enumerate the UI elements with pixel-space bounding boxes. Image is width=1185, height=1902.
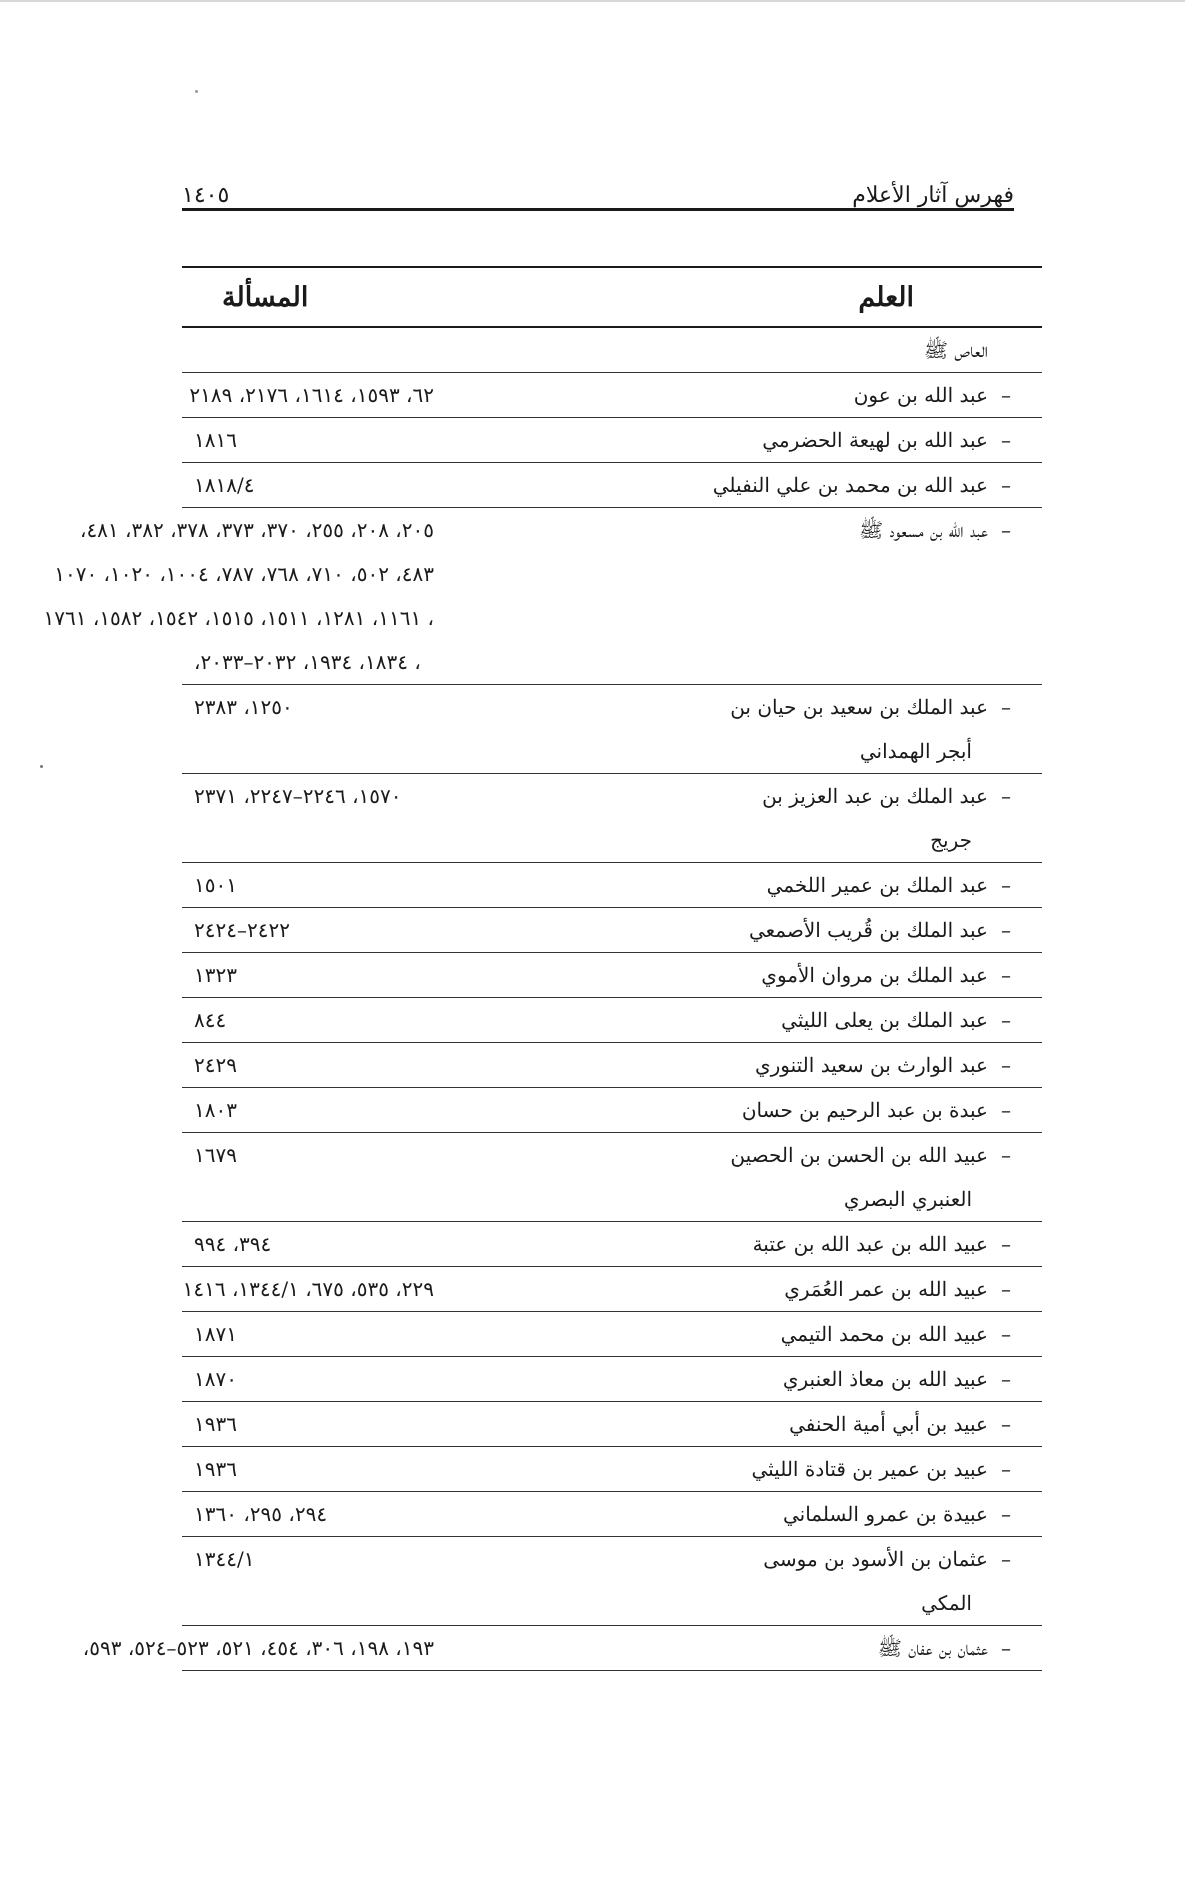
entry-dash: – — [1001, 1322, 1011, 1346]
person-name: عبيد الله بن عبد الله بن عتبة — [752, 1232, 988, 1256]
person-name: عثمان بن الأسود بن موسى — [763, 1547, 988, 1571]
person-name: عبيد الله بن الحسن بن الحصين — [730, 1143, 988, 1167]
entry-dash: – — [1001, 1636, 1011, 1660]
name-cell — [434, 327, 1042, 373]
name-line — [434, 685, 1024, 729]
reference-cell — [182, 1312, 434, 1357]
reference-cell — [182, 908, 434, 953]
reference-cell — [182, 418, 434, 463]
name-line — [434, 1267, 1024, 1311]
person-name: عبد الله بن محمد بن علي النفيلي — [712, 473, 988, 497]
table-row — [182, 463, 1042, 508]
name-cell — [434, 1537, 1042, 1626]
reference-numbers: ١٥٧٠، ٢٢٤٦–٢٢٤٧، ٢٣٧١ — [194, 784, 402, 808]
person-name-continuation: جريج — [930, 828, 972, 852]
table-row — [182, 1447, 1042, 1492]
reference-cell — [182, 327, 434, 373]
reference-numbers: ١٨٧١ — [194, 1322, 237, 1346]
person-name-continuation: المكي — [921, 1591, 972, 1615]
table-row — [182, 863, 1042, 908]
entry-dash: – — [1001, 695, 1011, 719]
reference-cell — [182, 1492, 434, 1537]
name-line — [434, 328, 1024, 372]
name-cell — [434, 998, 1042, 1043]
entry-dash: – — [1001, 1053, 1011, 1077]
name-line — [434, 1312, 1024, 1356]
name-line — [434, 373, 1024, 417]
name-cell — [434, 1222, 1042, 1267]
table-row — [182, 373, 1042, 418]
name-cell — [434, 908, 1042, 953]
name-cell — [434, 774, 1042, 863]
reference-numbers: ٢٩٤، ٢٩٥، ١٣٦٠ — [194, 1502, 328, 1526]
person-name: عبد الله بن مسعود ﷺ — [859, 518, 988, 542]
table-row — [182, 508, 1042, 685]
name-cell — [434, 1447, 1042, 1492]
table-row — [182, 998, 1042, 1043]
table-row — [182, 685, 1042, 774]
reference-cell — [182, 1267, 434, 1312]
reference-cell — [182, 1357, 434, 1402]
name-cell — [434, 1312, 1042, 1357]
person-name: عبد الملك بن عمير اللخمي — [766, 873, 988, 897]
name-cell — [434, 1043, 1042, 1088]
entry-dash: – — [1001, 1008, 1011, 1032]
reference-cell — [182, 373, 434, 418]
person-name-continuation: العنبري البصري — [843, 1187, 972, 1211]
name-cell — [434, 373, 1042, 418]
person-name: عبد الله بن لهيعة الحضرمي — [762, 428, 988, 452]
reference-numbers: ٢٢٩، ٥٣٥، ٦٧٥، ١٣٤٤/١، ١٤١٦ — [182, 1277, 434, 1301]
entry-dash: – — [1001, 428, 1011, 452]
index-table — [43, 266, 1042, 1671]
entry-dash: – — [1001, 918, 1011, 942]
entry-dash: – — [1001, 1277, 1011, 1301]
table-row — [182, 1402, 1042, 1447]
name-cell — [434, 508, 1042, 685]
reference-numbers: ١٨٧٠ — [194, 1367, 237, 1391]
reference-numbers: ٢٤٢٩ — [194, 1053, 237, 1077]
person-name: عبيد الله بن معاذ العنبري — [782, 1367, 988, 1391]
name-cell — [434, 418, 1042, 463]
reference-cell — [182, 774, 434, 863]
entry-dash: – — [1001, 1367, 1011, 1391]
person-name: عبد الله بن عون — [853, 383, 988, 407]
reference-numbers: ٦٢، ١٥٩٣، ١٦١٤، ٢١٧٦، ٢١٨٩ — [189, 383, 434, 407]
table-row — [182, 1537, 1042, 1626]
table-row — [182, 418, 1042, 463]
column-header-name: العلم — [434, 267, 1042, 327]
reference-cell — [182, 863, 434, 908]
reference-numbers: ٨٤٤ — [194, 1008, 227, 1032]
table-row — [182, 1312, 1042, 1357]
name-cell — [434, 685, 1042, 774]
scan-speck — [195, 90, 198, 93]
entry-dash: – — [1001, 1412, 1011, 1436]
table-row — [182, 1133, 1042, 1222]
reference-numbers: ١٣٤٤/١ — [194, 1547, 255, 1571]
person-name: عبد الملك بن يعلى الليثي — [781, 1008, 988, 1032]
reference-numbers: ١٦٧٩ — [194, 1143, 237, 1167]
name-line — [434, 1357, 1024, 1401]
table-row — [182, 327, 1042, 373]
reference-numbers: ١٩٣، ١٩٨، ٣٠٦، ٤٥٤، ٥٢١، ٥٢٣–٥٢٤، ٥٩٣، — [82, 1636, 434, 1660]
person-name: عبد الملك بن عبد العزيز بن — [762, 784, 988, 808]
entry-dash: – — [1001, 473, 1011, 497]
table-row — [182, 908, 1042, 953]
name-cell — [434, 1357, 1042, 1402]
running-head — [182, 168, 1014, 208]
name-cell — [434, 1088, 1042, 1133]
reference-numbers: ، ١٨٣٤، ١٩٣٤، ٢٠٣٢–٢٠٣٣، — [194, 650, 421, 674]
table-row — [182, 774, 1042, 863]
reference-numbers: ١٨١٦ — [194, 428, 237, 452]
name-line — [434, 953, 1024, 997]
table-row — [182, 1626, 1042, 1671]
name-line — [434, 1222, 1024, 1266]
reference-cell — [182, 998, 434, 1043]
table-row — [182, 1267, 1042, 1312]
reference-numbers: ١٨٠٣ — [194, 1098, 237, 1122]
name-cell — [434, 1492, 1042, 1537]
reference-cell — [182, 1133, 434, 1222]
name-line — [434, 1626, 1024, 1670]
name-line — [434, 1447, 1024, 1491]
name-line — [434, 1133, 1024, 1177]
table-row — [182, 1357, 1042, 1402]
table-header-row — [182, 267, 1042, 327]
scan-top-edge — [0, 0, 1185, 2]
table-row — [182, 1492, 1042, 1537]
reference-cell — [182, 1088, 434, 1133]
reference-cell — [82, 1626, 434, 1671]
person-name: العاص ﷺ — [923, 338, 988, 362]
name-line — [434, 863, 1024, 907]
reference-cell — [182, 953, 434, 998]
entry-dash: – — [1001, 518, 1011, 542]
entry-dash: – — [1001, 1098, 1011, 1122]
table-row — [182, 953, 1042, 998]
name-line — [434, 1043, 1024, 1087]
name-line — [434, 1537, 1024, 1581]
reference-numbers: ١٩٣٦ — [194, 1457, 237, 1481]
name-line — [434, 463, 1024, 507]
person-name: عبيد بن عمير بن قتادة الليثي — [751, 1457, 988, 1481]
person-name: عبيدة بن عمرو السلماني — [782, 1502, 988, 1526]
reference-numbers: ٢٤٢٢–٢٤٢٤ — [194, 918, 290, 942]
reference-cell — [182, 685, 434, 774]
reference-cell — [182, 1222, 434, 1267]
person-name: عبيد الله بن عمر العُمَري — [784, 1277, 988, 1301]
person-name: عبد الملك بن مروان الأموي — [761, 963, 988, 987]
scan-speck — [40, 765, 43, 768]
entry-dash: – — [1001, 1232, 1011, 1256]
reference-cell — [182, 1537, 434, 1626]
name-line — [434, 774, 1024, 818]
running-head-title: فهرس آثار الأعلام — [852, 183, 1014, 208]
name-cell — [434, 953, 1042, 998]
reference-numbers: ١٢٥٠، ٢٣٨٣ — [194, 695, 293, 719]
entry-dash: – — [1001, 784, 1011, 808]
reference-cell — [182, 1447, 434, 1492]
name-line — [434, 998, 1024, 1042]
reference-cell — [182, 1402, 434, 1447]
person-name: عثمان بن عفان ﷺ — [877, 1636, 988, 1660]
person-name: عبد الوارث بن سعيد التنوري — [754, 1053, 988, 1077]
name-cell — [434, 1133, 1042, 1222]
person-name: عبد الملك بن سعيد بن حيان بن — [730, 695, 988, 719]
name-cell — [434, 1626, 1042, 1671]
name-line — [434, 1492, 1024, 1536]
name-line — [434, 1402, 1024, 1446]
table-row — [182, 1043, 1042, 1088]
reference-cell — [43, 508, 434, 685]
entry-dash: – — [1001, 873, 1011, 897]
table-row — [182, 1088, 1042, 1133]
person-name: عبدة بن عبد الرحيم بن حسان — [741, 1098, 988, 1122]
name-line — [434, 418, 1024, 462]
table-row — [182, 1222, 1042, 1267]
name-line — [434, 1088, 1024, 1132]
person-name: عبد الملك بن قُريب الأصمعي — [748, 918, 988, 942]
reference-numbers: ٤٨٣، ٥٠٢، ٧١٠، ٧٦٨، ٧٨٧، ١٠٠٤، ١٠٢٠، ١٠٧٠ — [54, 562, 434, 586]
person-name-continuation: أبجر الهمداني — [859, 739, 972, 763]
name-cell — [434, 1267, 1042, 1312]
name-cell — [434, 1402, 1042, 1447]
page-number: ١٤٠٥ — [182, 183, 230, 208]
reference-numbers: ١٩٣٦ — [194, 1412, 237, 1436]
reference-numbers: ١٣٢٣ — [194, 963, 237, 987]
name-cell — [434, 863, 1042, 908]
entry-dash: – — [1001, 1457, 1011, 1481]
entry-dash: – — [1001, 1143, 1011, 1167]
entry-dash: – — [1001, 1502, 1011, 1526]
reference-numbers: ٣٩٤، ٩٩٤ — [194, 1232, 272, 1256]
entry-dash: – — [1001, 383, 1011, 407]
name-line — [434, 508, 1024, 552]
name-cell — [434, 463, 1042, 508]
name-line — [434, 908, 1024, 952]
reference-numbers: ١٨١٨/٤ — [194, 473, 255, 497]
column-header-reference: المسألة — [182, 267, 434, 327]
person-name: عبيد الله بن محمد التيمي — [780, 1322, 988, 1346]
reference-numbers: ١٥٠١ — [194, 873, 237, 897]
person-name: عبيد بن أبي أمية الحنفي — [789, 1412, 988, 1436]
entry-dash: – — [1001, 1547, 1011, 1571]
header-rule — [182, 208, 1014, 211]
reference-cell — [182, 463, 434, 508]
reference-numbers: ، ١١٦١، ١٢٨١، ١٥١١، ١٥١٥، ١٥٤٢، ١٥٨٢، ١٧٦١ — [43, 606, 434, 630]
reference-numbers: ٢٠٥، ٢٠٨، ٢٥٥، ٣٧٠، ٣٧٣، ٣٧٨، ٣٨٢، ٤٨١، — [79, 518, 434, 542]
entry-dash: – — [1001, 963, 1011, 987]
reference-cell — [182, 1043, 434, 1088]
